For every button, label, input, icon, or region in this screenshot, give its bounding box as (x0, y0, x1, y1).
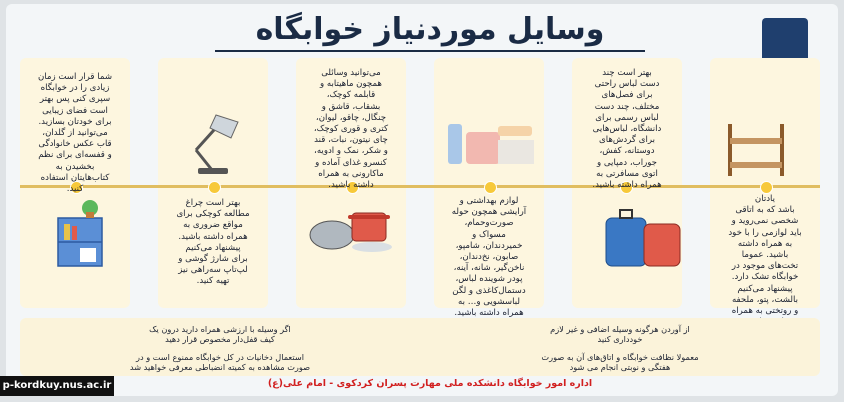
hygiene-text: لوازم بهداشتی و آرایشی همچون حوله صورت‌وحمام، مسواک و خمیردندان، شامپو، صابون، نخ‌دندان، ناخن‌گیر، شانه، آینه، پودر شوینده لباس، دستمال‌کاغذی و لگن لباسشویی و… به همراه داشته باشید. (451, 196, 527, 319)
cookware-icon (302, 205, 402, 255)
bunk-bed-icon (722, 120, 792, 180)
timeline-line (20, 185, 820, 188)
kitchen-text: می‌توانید وسائلی همچون ماهیتابه و قابلمه کوچک، بشقاب، قاشق و چنگال، چاقو، لیوان، کتری و قوری کوچک، چای نیتون، نبات، قند و شکر، نمک و ادویه، کنسرو غذای آماده و ماکارونی به همراه داشته باشید. (313, 68, 389, 191)
bed-text: یادتان باشد که به اتاقی شخصی نمی‌روید و باید لوازمی را با خود به همراه داشته باشید. عموما تخت‌های موجود در خوابگاه تشک دارد. پیشنهاد می‌کنیم بالشت، پتو، ملحفه و روتختی به همراه (728, 194, 802, 317)
note-cleaning: معمولا نظافت خوابگاه و اتاق‌های آن به صورت هفتگی و نوبتی انجام می شود (541, 352, 699, 372)
note-forbidden: استعمال دخانیات در کل خوابگاه ممنوع است و در صورت مشاهده به کمیته انضباطی معرفی خواهید شد (129, 352, 311, 372)
note-extra-items: از آوردن هرگونه وسیله اضافی و غیر لازم خودداری کنید (550, 324, 690, 344)
timeline-dot (484, 181, 497, 194)
lamp-text: بهتر است چراغ مطالعه کوچکی برای مواقع ضروری به همراه داشته باشید. پیشنهاد می‌کنیم برای شارژ گوشی و لپ‌تاپ سه‌راهی نیز تهیه کنید. (176, 198, 250, 287)
timeline-dot (208, 181, 221, 194)
photo-frame-text: شما قرار است زمان زیادی را در خوابگاه سپری کنی پس بهتر است فضای زیبایی برای خودتان بسازید. می‌توانید از گلدان، قاب عکس خانوادگی و قفسه‌ای برای نظم بخشیدن به کتاب‌هایتان استفاده کنید. (37, 72, 113, 195)
clothes-text: بهتر است چند دست لباس راحتی برای فصل‌های مختلف، چند دست لباس رسمی برای دانشگاه، لباس‌هایی برای گردش‌های دوستانه، کفش، جوراب، دمپایی و اتوی مسافرتی به همراه داشته باشید. (592, 68, 662, 191)
footer-credit: اداره امور خوابگاه دانشکده ملی مهارت پسران کردکوی - امام علی(ع) (267, 378, 593, 389)
timeline-dot (760, 181, 773, 194)
bookshelf-icon (50, 198, 110, 268)
note-valuables: اگر وسیله با ارزشی همراه دارید درون یک کیف قفل‌دار مخصوص قرار دهید (149, 324, 291, 344)
suitcase-icon (598, 206, 688, 270)
desk-lamp-icon (176, 110, 256, 180)
title-underline (215, 50, 645, 52)
page-title: وسایل موردنیاز خوابگاه (255, 12, 605, 47)
toiletries-icon (440, 110, 540, 170)
site-watermark[interactable]: p-kordkuy.nus.ac.ir (0, 376, 114, 396)
